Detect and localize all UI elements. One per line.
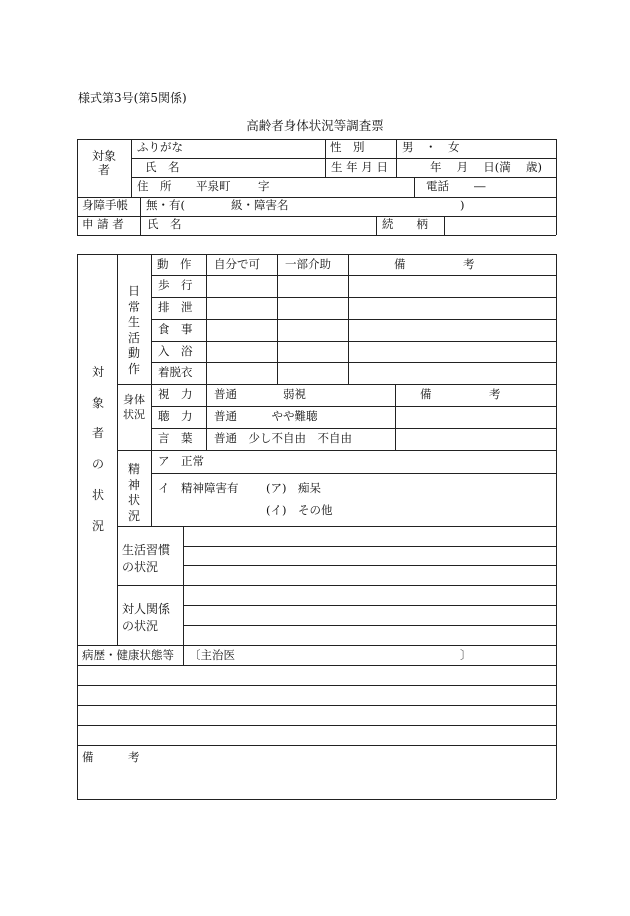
adl-row-bath: 入 浴 <box>158 344 193 358</box>
adl-header-partial: 一部介助 <box>285 257 331 271</box>
phone-label: 電話 <box>426 179 449 193</box>
adl-header-action: 動 作 <box>157 257 192 271</box>
physical-row-hearing: 聴 力 <box>158 409 193 423</box>
birth-label: 生 年 月 日 <box>331 160 388 174</box>
relation-label: 続 柄 <box>382 217 428 231</box>
history-doctor-close: 〕 <box>460 648 472 662</box>
physical-remarks: 備 考 <box>420 387 501 401</box>
mental-sub-i: (イ) その他 <box>266 503 333 517</box>
adl-row-walk: 歩 行 <box>158 278 193 292</box>
disability-value: 無・有( 級・障害名 <box>146 198 289 212</box>
mental-sub-a: (ア) 痴呆 <box>266 481 321 495</box>
adl-row-toilet: 排 泄 <box>158 300 193 314</box>
physical-row-vision: 視 力 <box>158 387 193 401</box>
furigana-label: ふりがな <box>137 140 183 154</box>
adl-row-dress: 着脱衣 <box>158 365 193 379</box>
adl-label: 日常生活動作 <box>127 284 140 376</box>
relations-label: 対人関係の状況 <box>122 602 171 634</box>
mental-disorder: イ 精神障害有 <box>158 481 239 495</box>
physical-label: 身体状況 <box>123 393 145 422</box>
page-title: 高齢者身体状況等調査票 <box>246 118 384 133</box>
disability-label: 身障手帳 <box>82 198 128 212</box>
history-label: 病歴・健康状態等 <box>82 648 174 662</box>
address-aza: 字 <box>258 179 270 193</box>
physical-hearing-options: 普通 やや難聴 <box>214 409 318 423</box>
physical-row-speech: 言 葉 <box>158 431 193 445</box>
phone-dash: ― <box>474 179 486 193</box>
applicant-name-label: 氏 名 <box>147 217 182 231</box>
gender-options: 男 ・ 女 <box>402 140 460 154</box>
address-town: 平泉町 <box>196 179 231 193</box>
adl-header-self: 自分で可 <box>214 257 260 271</box>
gender-label: 性 別 <box>330 140 365 154</box>
form-number: 様式第3号(第5関係) <box>78 91 187 105</box>
disability-close: ) <box>460 198 465 212</box>
physical-speech-options: 普通 少し不自由 不自由 <box>214 431 352 445</box>
physical-vision-options: 普通 弱視 <box>214 387 306 401</box>
remarks-label: 備 考 <box>82 750 140 764</box>
adl-row-meal: 食 事 <box>158 322 193 336</box>
name-label: 氏 名 <box>145 160 180 174</box>
address-label: 住 所 <box>137 179 172 193</box>
applicant-label: 申 請 者 <box>82 217 124 231</box>
lifestyle-label: 生活習慣の状況 <box>122 543 171 575</box>
mental-normal: ア 正常 <box>158 454 204 468</box>
mental-label: 精神状況 <box>127 462 140 523</box>
birth-format: 年 月 日(満 歳) <box>430 160 542 174</box>
subject-label: 対象者 <box>91 149 116 178</box>
history-doctor: 〔主治医 <box>189 648 235 662</box>
adl-header-remarks: 備 考 <box>394 257 475 271</box>
status-section-label: 対象者の状況 <box>91 365 104 533</box>
